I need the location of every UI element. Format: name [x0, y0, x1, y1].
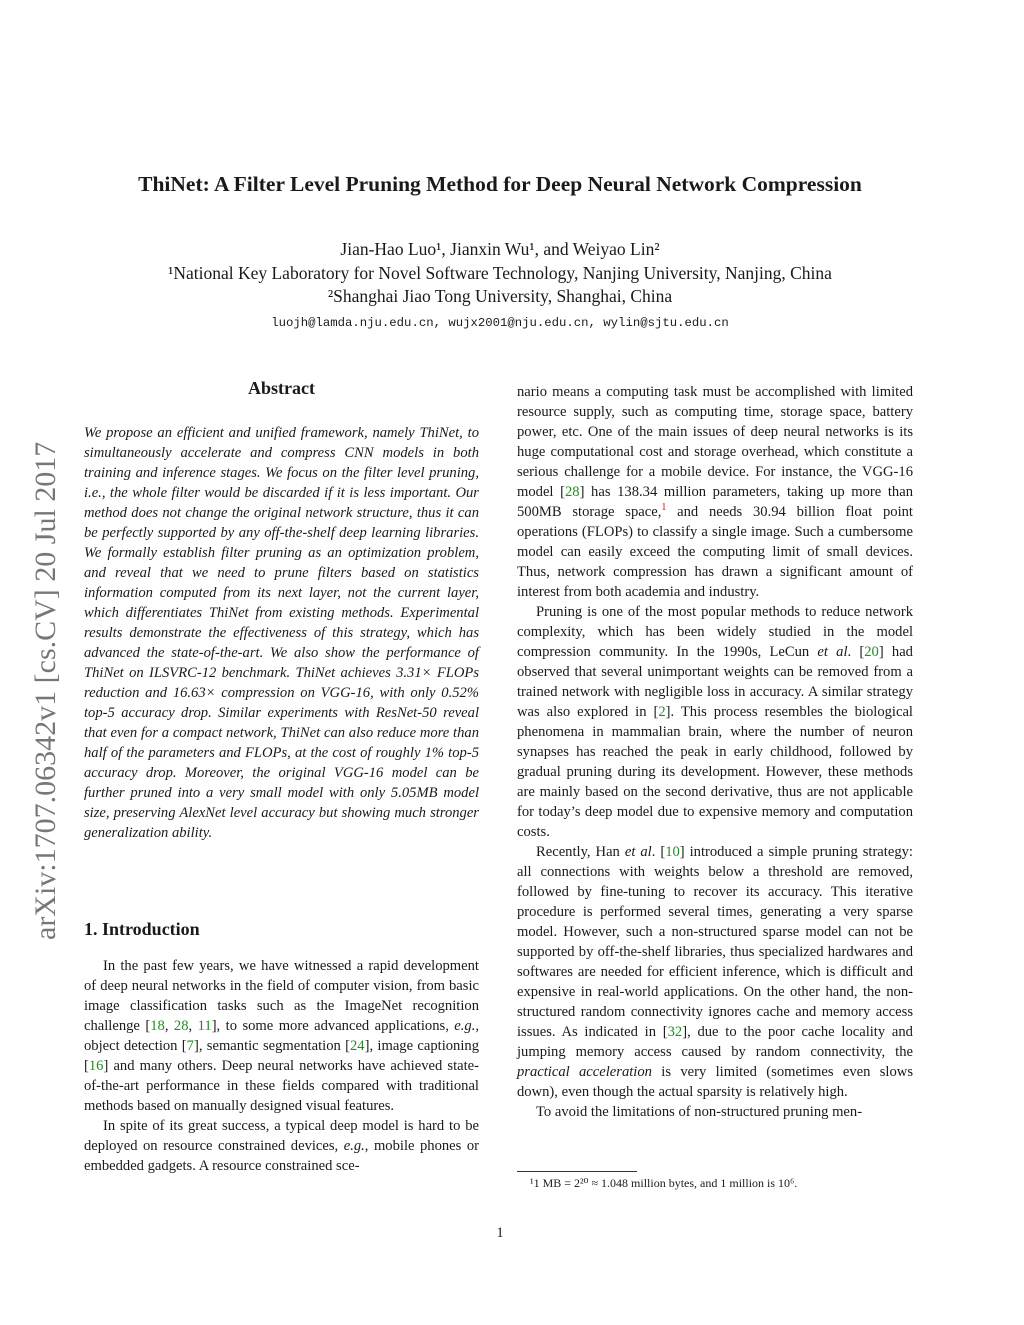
citation-link[interactable]: 7 — [186, 1038, 194, 1054]
citation-link[interactable]: 32 — [667, 1024, 683, 1040]
paper-title: ThiNet: A Filter Level Pruning Method for Deep Neural Network Compression — [138, 172, 862, 196]
author-block — [0, 238, 1000, 309]
intro-paragraph-2-cont: nario means a computing task must be accomplished with limited resource supply, such as computing time, storage space, battery power, etc. One of the main issues of deep neural networks is its huge computational cost and storage overhead, which constitute a serious challenge for a mobile device. For instance, the VGG-16 model [28] has 138.34 million parameters, taking up more than 500MB storage space,$^1$ and needs 30.94 billion float point operations (FLOPs) to classify a single image. Such a cumbersome model can easily exceed the computing limit of small devices. Thus, network compression has drawn a significant amount of interest from both academia and industry. — [517, 384, 913, 600]
citation-link[interactable]: 20 — [864, 644, 879, 660]
footnote: ¹1 MB = 2²⁰ ≈ 1.048 million bytes, and 1 million is 10⁶. — [530, 1176, 798, 1190]
author-emails: luojh@lamda.nju.edu.cn, wujx2001@nju.edu.cn, wylin@sjtu.edu.cn — [271, 316, 729, 330]
intro-paragraph-1: In the past few years, we have witnessed a rapid development of deep neural networks in the field of computer vision, from basic image classification tasks such as the ImageNet recognition challenge [18, 28, 11], to some more advanced applications, e.g., object detection [7], semantic segmentation [24], image captioning [16] and many others. Deep neural networks have achieved state-of-the-art performance in these fields compared with traditional methods based on manually designed visual features. — [84, 958, 480, 1114]
abstract-heading: Abstract — [248, 378, 315, 398]
intro-paragraph-3: Pruning is one of the most popular methods to reduce network complexity, which has been widely studied in the model compression community. In the 1990s, LeCun et al. [20] had observed that several unimportant weights can be removed from a trained network with negligible loss in accuracy. A similar strategy was also explored in [2]. This process resembles the biological phenomena in mammalian brain, where the number of neuron synapses has reached the peak in early childhood, followed by gradual pruning during its development. However, these methods are mainly based on the second derivative, thus are not applicable for today’s deep model due to expensive memory and computation costs. — [517, 604, 913, 840]
citation-link[interactable]: 18 — [150, 1018, 165, 1034]
citation-link[interactable]: 24 — [349, 1038, 365, 1054]
footnote-rule — [517, 1171, 637, 1172]
intro-right-column — [517, 382, 913, 1122]
intro-paragraph-4: Recently, Han et al. [10] introduced a simple pruning strategy: all connections with weights below a threshold are removed, followed by fine-tuning to recover its accuracy. This iterative procedure is performed several times, generating a very sparse model. However, such a non-structured sparse model can not be supported by off-the-shelf libraries, thus specialized hardwares and softwares are needed for efficient inference, which is difficult and expensive in real-world applications. On the other hand, the non-structured random connectivity ignores cache and memory access issues. As indicated in [32], due to the poor cache locality and jumping memory access caused by random connectivity, the practical acceleration is very limited (sometimes even slows down), even though the actual sparsity is relatively high. — [517, 844, 914, 1100]
citation-link[interactable]: 10 — [665, 844, 680, 860]
introduction-heading: 1. Introduction — [84, 919, 200, 939]
citation-link[interactable]: 28 — [173, 1018, 189, 1034]
footnote-ref[interactable]: 1 — [661, 502, 667, 514]
affiliation-1: ¹National Key Laboratory for Novel Software Technology, Nanjing University, Nanjing, China — [168, 262, 832, 283]
citation-link[interactable]: 16 — [88, 1058, 104, 1074]
intro-left-column — [84, 956, 479, 1176]
abstract-body: We propose an efficient and unified framework, namely ThiNet, to simultaneously accelerate and compress CNN models in both training and inference stages. We focus on the filter level pruning, i.e., the whole filter would be discarded if it is less important. Our method does not change the original network structure, thus it can be perfectly supported by any off-the-shelf deep learning libraries. We formally establish filter pruning as an optimization problem, and reveal that we need to prune filters based on statistics information computed from its next layer, not the current layer, which differentiates ThiNet from existing methods. Experimental results demonstrate the effectiveness of this strategy, which has advanced the state-of-the-art. We also show the performance of ThiNet on ILSVRC-12 benchmark. ThiNet achieves 3.31× FLOPs reduction and 16.63× compression on VGG-16, with only 0.52% top-5 accuracy drop. Similar experiments with ResNet-50 reveal that even for a compact network, ThiNet can also reduce more than half of the parameters and FLOPs, at the cost of roughly 1% top-5 accuracy drop. Moreover, the original VGG-16 model can be further pruned into a very small model with only 5.05MB model size, preserving AlexNet level accuracy but showing much stronger generalization ability. — [84, 425, 479, 841]
arxiv-stamp: arXiv:1707.06342v1 [cs.CV] 20 Jul 2017 — [29, 441, 62, 940]
citation-link[interactable]: 11 — [197, 1018, 212, 1034]
intro-paragraph-5: To avoid the limitations of non-structured pruning men- — [536, 1104, 863, 1120]
citation-link[interactable]: 2 — [658, 704, 666, 720]
affiliation-2: ²Shanghai Jiao Tong University, Shanghai, China — [327, 286, 673, 306]
intro-paragraph-2-start: In spite of its great success, a typical deep model is hard to be deployed on resource constrained devices, e.g., mobile phones or embedded gadgets. A resource constrained sce- — [84, 1118, 479, 1174]
page-number: 1 — [496, 1225, 504, 1241]
citation-link[interactable]: 28 — [564, 484, 580, 500]
authors-line: Jian-Hao Luo¹, Jianxin Wu¹, and Weiyao Lin² — [340, 239, 660, 259]
